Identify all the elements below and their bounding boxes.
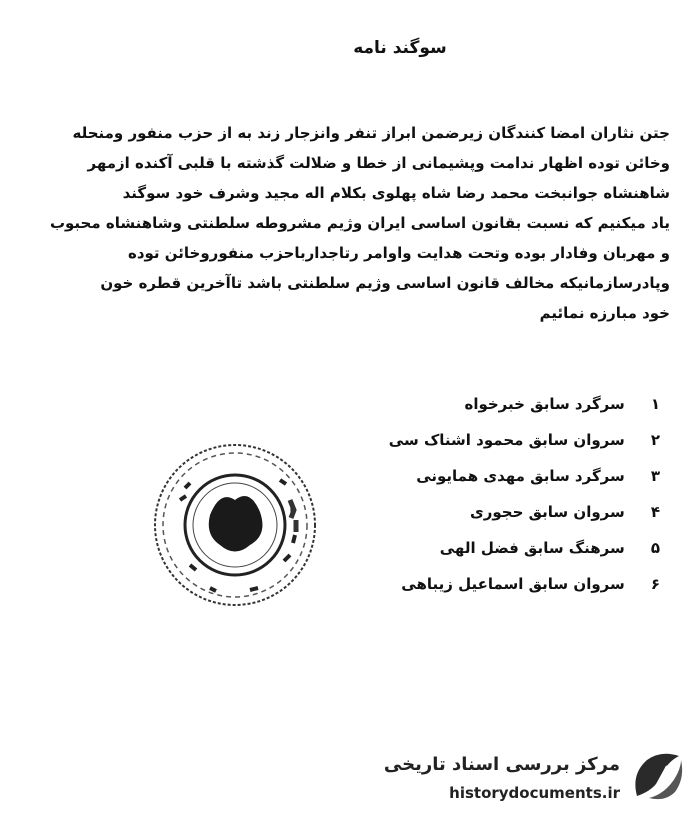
signer-number: ۱ [650,395,660,413]
signer-name: سرگرد سابق خبرخواه [464,395,625,413]
signer-name: سروان سابق اسماعیل زیباهی [401,575,625,593]
signer-number: ۳ [650,467,660,485]
signer-number: ۲ [650,431,660,449]
body-line: یاد میکنیم که نسبت بقانون اساسی ایران وژیم مشروطه سلطنتی وشاهنشاه محبوب [50,214,670,232]
signers-list [320,386,660,602]
signer-name: سرهنگ سابق فضل الهی [439,539,625,557]
archive-logo-icon [627,748,685,806]
document-title: سوگند نامه [353,38,447,58]
official-seal-stamp [150,440,320,610]
signer-item [320,530,660,566]
body-line: وپادرسازمانیکه مخالف قانون اساسی وژیم سلطنتی باشد تاآخرین قطره خون [100,274,670,292]
body-line: و مهربان وفادار بوده وتحت هدایت واوامر رتاجدارباحزب منفوروخائن توده [127,244,670,262]
signer-item [320,386,660,422]
signer-item [320,458,660,494]
watermark-title: مرکز بررسی اسناد تاریخی [383,754,620,775]
archive-watermark [383,744,690,814]
signer-item [320,422,660,458]
body-line: وخائن توده اظهار ندامت وپشیمانی از خطا و ضلالت گذشته با قلبی آکنده ازمهر [87,154,670,172]
body-line: شاهنشاه جوانبخت محمد رضا شاه پهلوی بکلام اله مجید وشرف خود سوگند [122,184,670,202]
watermark-url: historydocuments.ir [449,784,620,802]
signer-item [320,494,660,530]
signer-name: سروان سابق حجوری [470,503,625,521]
signer-number: ۵ [650,539,660,557]
oath-body [50,118,670,328]
signer-name: سروان سابق محمود اشناک سی [388,431,625,449]
signer-item [320,566,660,602]
body-line: جتن نثاران امضا کنندگان زیرضمن ابراز تنفر وانزجار زند به از حزب منفور ومنحله [72,124,670,142]
signer-number: ۴ [650,503,660,521]
signer-number: ۶ [650,575,660,593]
body-line: خود مبارزه نمائیم [539,304,670,322]
signer-name: سرگرد سابق مهدی همایونی [416,467,625,485]
